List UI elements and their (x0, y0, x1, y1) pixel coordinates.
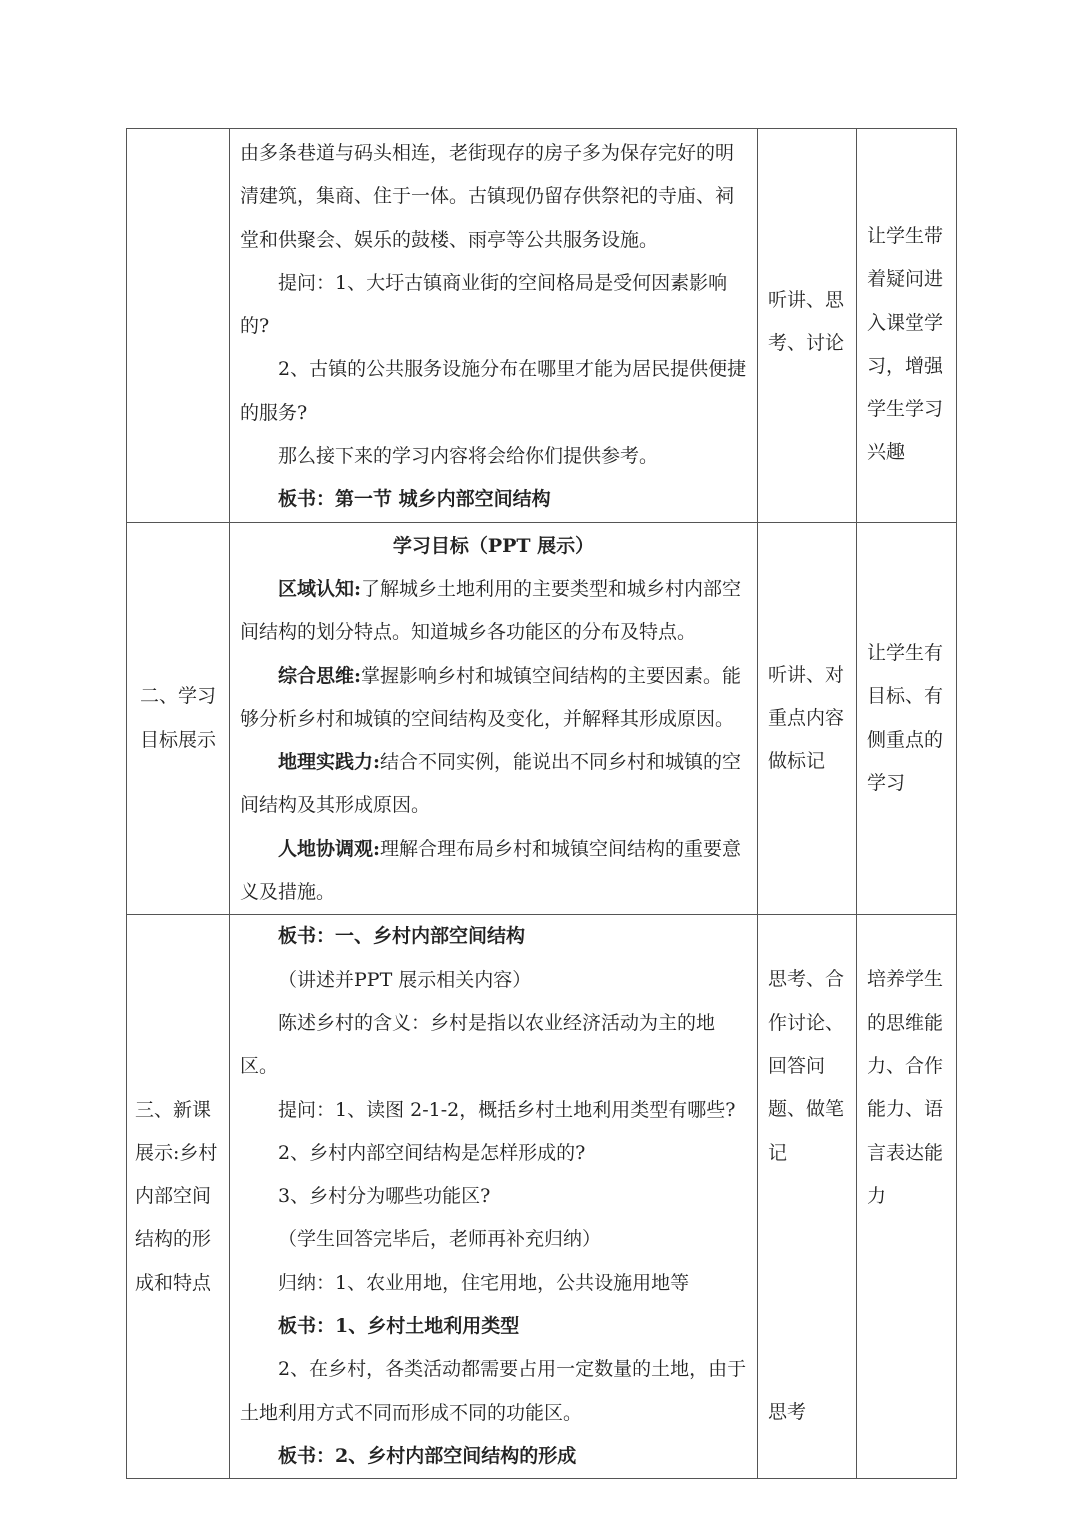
paragraph: 提问：1、大圩古镇商业街的空间格局是受何因素影响的? (240, 271, 728, 338)
content-cell (230, 915, 758, 1479)
goal-text: 掌握影响乡村和城镇空间结构的主要因素。能够分析乡村和城镇的空间结构及变化，并解释其形成原因。 (240, 664, 742, 730)
paragraph: 归纳：1、农业用地，住宅用地，公共设施用地等 (278, 1271, 690, 1294)
goal-label: 区域认知: (278, 577, 362, 600)
activity-cell: 听讲、对重点内容做标记 (758, 522, 857, 915)
activity-cell: 听讲、思考、讨论 (758, 129, 857, 523)
intent-cell: 培养学生的思维能力、合作能力、语言表达能力 (857, 915, 957, 1479)
goal-label: 地理实践力: (278, 751, 381, 774)
stage-cell (127, 129, 230, 523)
table-row (127, 522, 957, 915)
paragraph: 3、乡村分为哪些功能区? (278, 1185, 491, 1208)
paragraph: 2、乡村内部空间结构是怎样形成的? (278, 1141, 586, 1164)
paragraph: （讲述并PPT 展示相关内容） (278, 968, 532, 991)
board-note: 板书：一、乡村内部空间结构 (278, 925, 526, 948)
content-cell (230, 129, 758, 523)
goal-text: 了解城乡土地利用的主要类型和城乡村内部空间结构的划分特点。知道城乡各功能区的分布及特点。 (240, 577, 742, 644)
paragraph: 由多条巷道与码头相连，老街现存的房子多为保存完好的明清建筑，集商、住于一体。古镇现仍留存供祭祀的寺庙、祠堂和供聚会、娱乐的鼓楼、雨亭等公共服务设施。 (240, 142, 735, 251)
paragraph: 提问：1、读图 2-1-2，概括乡村土地利用类型有哪些? (278, 1098, 736, 1121)
intent-cell: 让学生有目标、有侧重点的学习 (857, 522, 957, 915)
stage-cell: 二、学习目标展示 (127, 522, 230, 915)
goal-text: 理解合理布局乡村和城镇空间结构的重要意义及措施。 (240, 837, 742, 904)
table-row (127, 915, 957, 1479)
stage-cell: 三、新课展示:乡村内部空间结构的形成和特点 (127, 915, 230, 1479)
paragraph: 2、古镇的公共服务设施分布在哪里才能为居民提供便捷的服务? (240, 358, 747, 424)
goal-text: 结合不同实例，能说出不同乡村和城镇的空间结构及其形成原因。 (240, 751, 742, 817)
activity-text: 思考 (768, 1400, 807, 1423)
intent-cell: 让学生带着疑问进入课堂学习，增强学生学习兴趣 (857, 129, 957, 523)
board-note: 板书：2、乡村内部空间结构的形成 (278, 1444, 577, 1467)
activity-cell (758, 915, 857, 1479)
lesson-plan-table (126, 128, 957, 1479)
paragraph: 那么接下来的学习内容将会给你们提供参考。 (278, 445, 659, 468)
activity-text: 思考、合作讨论、回答问题、做笔记 (768, 968, 845, 1164)
goal-item (240, 741, 747, 828)
goal-item (240, 568, 747, 655)
content-cell (230, 522, 758, 915)
paragraph: 陈述乡村的含义：乡村是指以农业经济活动为主的地区。 (240, 1011, 716, 1078)
goal-item (240, 655, 747, 742)
goal-label: 人地协调观: (278, 837, 381, 860)
board-note: 板书：第一节 城乡内部空间结构 (278, 488, 551, 511)
goal-item (240, 828, 747, 915)
goal-label: 综合思维: (278, 664, 362, 687)
goals-title: 学习目标（PPT 展示） (392, 534, 595, 557)
paragraph: （学生回答完毕后，老师再补充归纳） (278, 1228, 602, 1251)
paragraph: 2、在乡村，各类活动都需要占用一定数量的土地，由于土地利用方式不同而形成不同的功能区。 (240, 1358, 747, 1424)
table-row (127, 129, 957, 523)
board-note: 板书：1、乡村土地利用类型 (278, 1315, 520, 1338)
spacer (768, 1175, 846, 1391)
